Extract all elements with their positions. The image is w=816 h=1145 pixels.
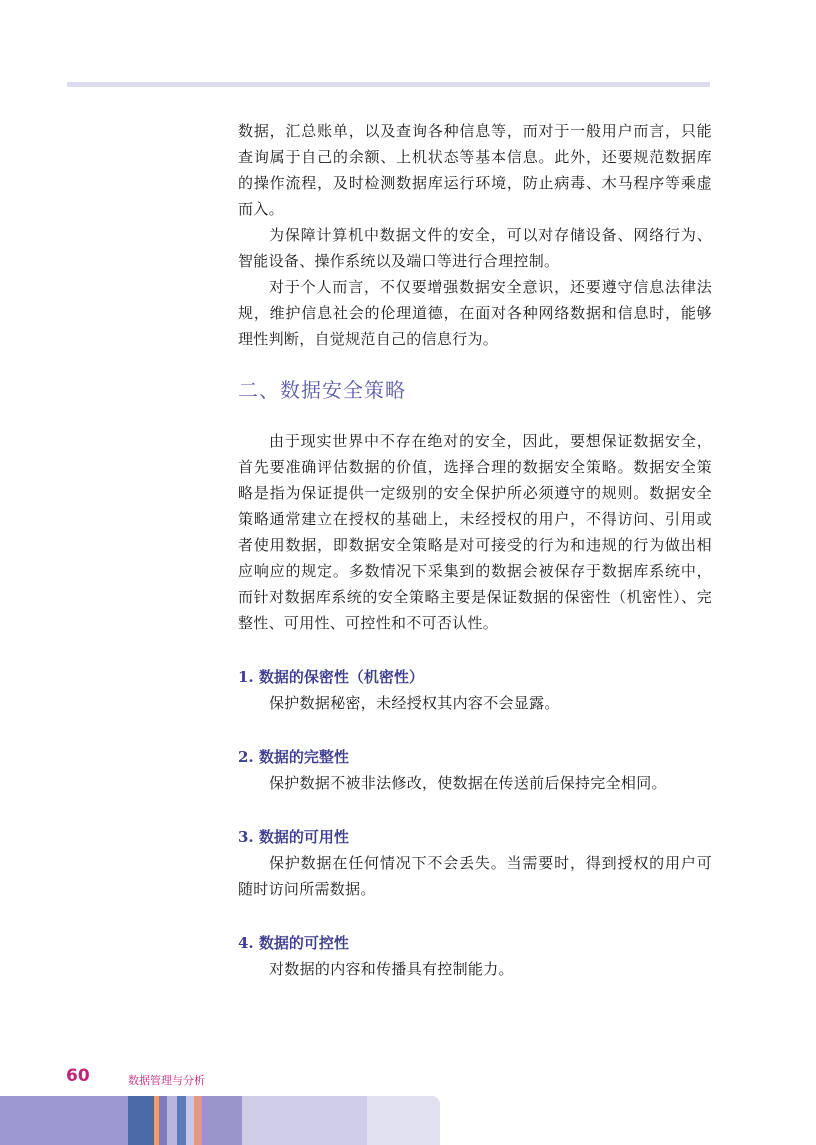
paragraph: 对于个人而言，不仅要增强数据安全意识，还要遵守信息法律法规，维护信息社会的伦理道德，在面对各种网络数据和信息时，能够理性判断，自觉规范自己的信息行为。 [238, 278, 712, 348]
book-title: 数据管理与分析 [128, 1074, 205, 1087]
page-number: 60 [66, 1066, 90, 1086]
section-title: 二、数据安全策略 [238, 378, 406, 402]
subsection-title: 4. 数据的可控性 [238, 934, 349, 952]
paragraph: 数据，汇总账单，以及查询各种信息等，而对于一般用户而言，只能查询属于自己的余额、上机状态等基本信息。此外，还要规范数据库的操作流程，及时检测数据库运行环境，防止病毒、木马程序等乘虚而入。 [238, 122, 712, 218]
subsection [238, 664, 712, 716]
section-body: 由于现实世界中不存在绝对的安全，因此，要想保证数据安全，首先要准确评估数据的价值，选择合理的数据安全策略。数据安全策略是指为保证提供一定级别的安全保护所必须遵守的规则。数据安全策略通常建立在授权的基础上，未经授权的用户，不得访问、引用或者使用数据，即数据安全策略是对可接受的行为和违规的行为做出相应响应的规定。多数情况下采集到的数据会被保存于数据库系统中，而针对数据库系统的安全策略主要是保证数据的保密性（机密性）、完整性、可用性、可控性和不可否认性。 [238, 432, 712, 632]
header-rule [67, 82, 710, 87]
subsection-title: 3. 数据的可用性 [238, 828, 349, 846]
subsection [238, 930, 712, 982]
subsection-title: 1. 数据的保密性（机密性） [238, 668, 424, 686]
subsection-title: 2. 数据的完整性 [238, 748, 349, 766]
subsection [238, 744, 712, 796]
subsection [238, 824, 712, 902]
page-content [238, 118, 712, 982]
paragraph: 为保障计算机中数据文件的安全，可以对存储设备、网络行为、智能设备、操作系统以及端口等进行合理控制。 [238, 226, 712, 270]
subsection-text: 保护数据秘密，未经授权其内容不会显露。 [269, 694, 560, 712]
subsection-text: 保护数据在任何情况下不会丢失。当需要时，得到授权的用户可随时访问所需数据。 [238, 854, 712, 898]
subsection-text: 保护数据不被非法修改，使数据在传送前后保持完全相同。 [269, 774, 667, 792]
subsection-text: 对数据的内容和传播具有控制能力。 [269, 960, 514, 978]
footer-decorative-band [0, 1096, 440, 1145]
